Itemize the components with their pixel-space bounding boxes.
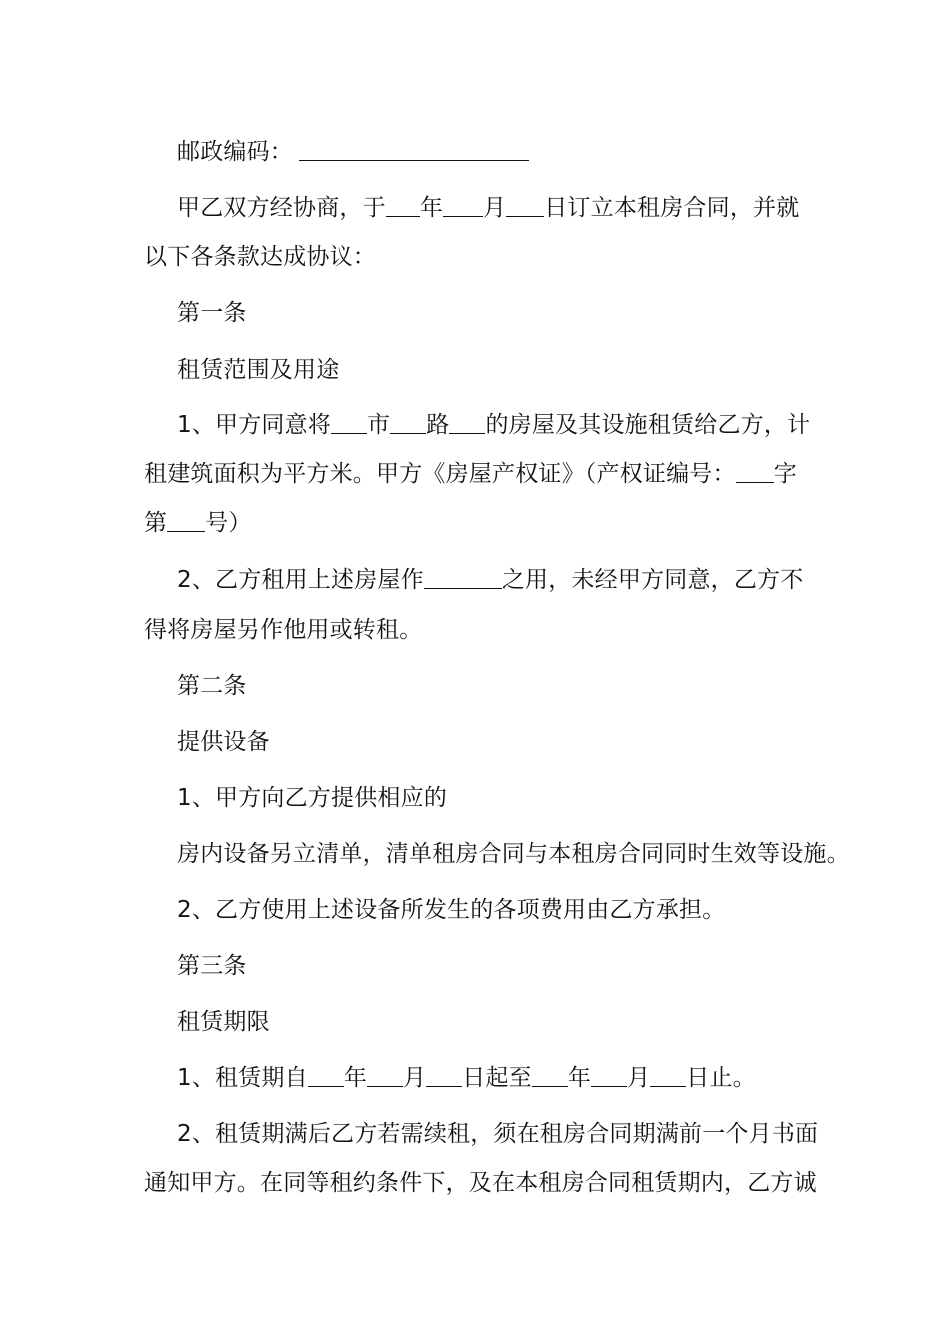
intro-text: 甲乙双方经协商，于 [177, 195, 386, 221]
clause-text: 1、甲方同意将 [177, 412, 332, 438]
certificate-no-prefix: 第 [144, 510, 168, 536]
intro-text-end: 日订立本租房合同，并就 [544, 195, 800, 221]
intro-line-2: 以下各条款达成协议： [144, 244, 376, 270]
clause-text: 租建筑面积为平方米。甲方《房屋产权证》（产权证编号： [144, 461, 736, 487]
article-2-subtitle: 提供设备 [177, 729, 270, 755]
certificate-char-label: 字 [773, 461, 797, 487]
start-year-blank [308, 1064, 344, 1087]
clause-text: 2、乙方租用上述房屋作 [177, 567, 424, 593]
article-1-item-1-line-1 [177, 410, 810, 440]
article-3-item-1 [177, 1063, 756, 1093]
end-month-label: 月 [627, 1065, 651, 1091]
intro-line-1 [177, 193, 799, 223]
article-3-title: 第三条 [177, 953, 247, 979]
postal-code-line [177, 137, 529, 167]
clause-text: 1、租赁期自 [177, 1065, 308, 1091]
day-blank [506, 194, 544, 217]
clause-text-end: 之用，未经甲方同意，乙方不 [501, 567, 804, 593]
clause-text-end: 的房屋及其设施租赁给乙方，计 [485, 412, 811, 438]
article-1-subtitle: 租赁范围及用途 [177, 357, 340, 383]
end-year-blank [532, 1064, 568, 1087]
end-day-label: 日止。 [686, 1065, 756, 1091]
end-year-label: 年 [567, 1065, 592, 1091]
month-blank [443, 194, 483, 217]
road-blank [390, 411, 426, 434]
start-day-label: 日起至 [462, 1065, 532, 1091]
city-label: 市 [367, 412, 391, 438]
certificate-char-blank [736, 460, 774, 483]
city-blank [331, 411, 367, 434]
article-2-item-1-line-1: 1、甲方向乙方提供相应的 [177, 785, 448, 811]
end-month-blank [591, 1064, 627, 1087]
article-3-item-2-line-2: 通知甲方。在同等租约条件下，及在本租房合同租赁期内，乙方诚 [144, 1170, 817, 1196]
article-3-subtitle: 租赁期限 [177, 1009, 270, 1035]
start-month-label: 月 [403, 1065, 427, 1091]
year-label: 年 [419, 195, 444, 221]
article-2-title: 第二条 [177, 673, 247, 699]
purpose-blank [424, 566, 502, 589]
article-2-item-1-line-2: 房内设备另立清单，清单租房合同与本租房合同同时生效等设施。 [177, 841, 850, 867]
article-1-item-2-line-1 [177, 565, 803, 595]
end-day-blank [650, 1064, 686, 1087]
certificate-no-blank [167, 509, 205, 532]
certificate-no-suffix: 号） [205, 510, 252, 536]
year-blank [386, 194, 420, 217]
article-1-item-1-line-3 [144, 508, 252, 538]
article-1-item-2-line-2: 得将房屋另作他用或转租。 [144, 617, 423, 643]
postal-code-label: 邮政编码： [177, 139, 293, 165]
article-2-item-2: 2、乙方使用上述设备所发生的各项费用由乙方承担。 [177, 897, 726, 923]
building-blank [449, 411, 485, 434]
article-1-title: 第一条 [177, 300, 247, 326]
start-year-label: 年 [343, 1065, 368, 1091]
month-label: 月 [483, 195, 507, 221]
road-label: 路 [426, 412, 450, 438]
start-month-blank [367, 1064, 403, 1087]
postal-code-blank [299, 138, 529, 161]
article-1-item-1-line-2 [144, 459, 797, 489]
article-3-item-2-line-1: 2、租赁期满后乙方若需续租，须在租房合同期满前一个月书面 [177, 1121, 819, 1147]
start-day-blank [426, 1064, 462, 1087]
